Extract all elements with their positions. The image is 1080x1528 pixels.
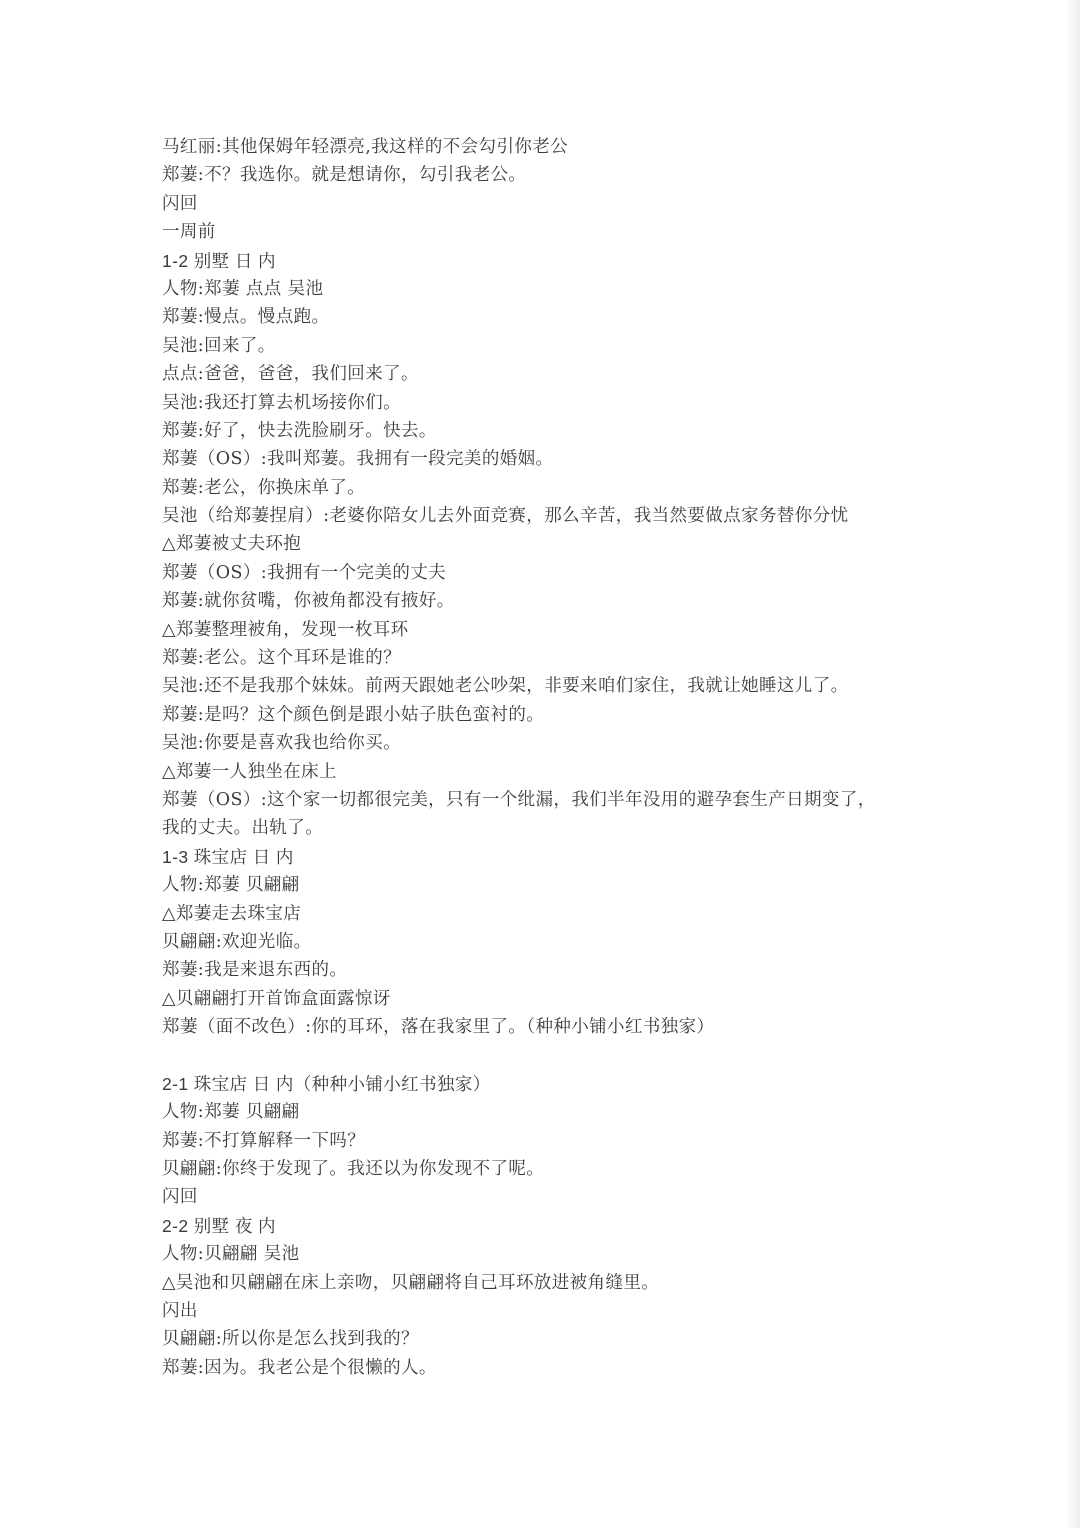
action-line: △吴池和贝翩翩在床上亲吻，贝翩翩将自己耳环放进被角缝里。 [162,1272,660,1293]
dialogue-line: 郑萋:老公，你换床单了。 [162,477,366,498]
dialogue-line: 点点:爸爸，爸爸，我们回来了。 [162,364,419,385]
dialogue-line: 贝翩翩:欢迎光临。 [162,931,312,952]
characters-line: 人物:郑萋 贝翩翩 [162,1102,300,1123]
dialogue-line: 郑萋:老公。这个耳环是谁的？ [162,648,401,669]
dialogue-line: 贝翩翩:所以你是怎么找到我的？ [162,1329,419,1350]
dialogue-line: 郑萋:不？我选你。就是想请你，勾引我老公。 [162,165,527,186]
time-note: 一周前 [162,222,216,243]
scene-heading: 1-2 别墅 日 内 [162,250,276,271]
transition-line: 闪出 [162,1301,198,1322]
voiceover-line: 郑萋（OS）:我叫郑萋。我拥有一段完美的婚姻。 [162,449,554,470]
voiceover-line: 郑萋（OS）:这个家一切都很完美，只有一个纰漏，我们半年没用的避孕套生产日期变了， [162,789,876,810]
action-line: △贝翩翩打开首饰盒面露惊讶 [162,988,391,1009]
blank-line [162,1042,1042,1070]
scene-heading: 2-2 别墅 夜 内 [162,1215,276,1236]
scene-heading: 2-1 珠宝店 日 内（种种小铺小红书独家） [162,1073,491,1094]
voiceover-line: 我的丈夫。出轨了。 [162,818,324,839]
script-body [162,133,1042,1382]
dialogue-line: 郑萋:是吗？这个颜色倒是跟小姑子肤色蛮衬的。 [162,704,545,725]
characters-line: 人物:贝翩翩 吴池 [162,1244,300,1265]
dialogue-line: 郑萋:不打算解释一下吗？ [162,1130,366,1151]
scene-heading: 1-3 珠宝店 日 内 [162,846,294,867]
characters-line: 人物:郑萋 点点 吴池 [162,278,324,299]
dialogue-line: 郑萋:慢点。慢点跑。 [162,307,330,328]
dialogue-line: 贝翩翩:你终于发现了。我还以为你发现不了呢。 [162,1159,545,1180]
characters-line: 人物:郑萋 贝翩翩 [162,875,300,896]
dialogue-line: 吴池:回来了。 [162,335,276,356]
dialogue-line: 吴池:我还打算去机场接你们。 [162,392,401,413]
voiceover-line: 郑萋（OS）:我拥有一个完美的丈夫 [162,562,447,583]
dialogue-line: 吴池:还不是我那个妹妹。前两天跟她老公吵架，非要来咱们家住，我就让她睡这儿了。 [162,676,849,697]
transition-line: 闪回 [162,1187,198,1208]
action-line: △郑萋走去珠宝店 [162,903,302,924]
transition-line: 闪回 [162,193,198,214]
action-line: △郑萋整理被角，发现一枚耳环 [162,619,409,640]
dialogue-line: 郑萋:因为。我老公是个很懒的人。 [162,1357,437,1378]
dialogue-line: 郑萋:就你贫嘴，你被角都没有掖好。 [162,591,455,612]
page-edge-shadow [1066,0,1080,1528]
action-line: △郑萋被丈夫环抱 [162,534,302,555]
dialogue-line: 吴池（给郑萋捏肩）:老婆你陪女儿去外面竞赛，那么辛苦，我当然要做点家务替你分忧 [162,506,849,527]
dialogue-line: 郑萋:我是来退东西的。 [162,960,348,981]
dialogue-line: 郑萋:好了，快去洗脸刷牙。快去。 [162,420,437,441]
action-line: △郑萋一人独坐在床上 [162,761,337,782]
dialogue-line: 郑萋（面不改色）:你的耳环，落在我家里了。（种种小铺小红书独家） [162,1017,715,1038]
dialogue-line: 吴池:你要是喜欢我也给你买。 [162,733,401,754]
dialogue-line: 马红丽:其他保姆年轻漂亮,我这样的不会勾引你老公 [162,137,569,157]
